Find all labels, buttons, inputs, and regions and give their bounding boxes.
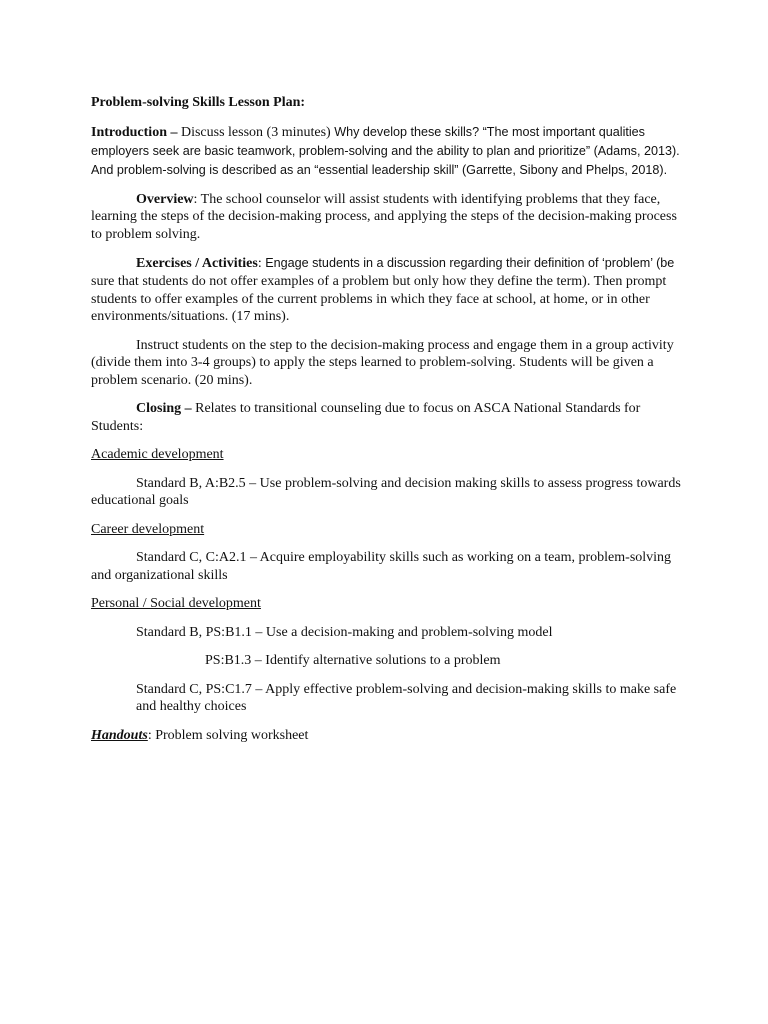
- handouts-label: Handouts: [91, 727, 148, 743]
- personal-standard-b: Standard B, PS:B1.1 – Use a decision-making and problem-solving model: [136, 624, 553, 640]
- exercises-paragraph: [91, 254, 681, 326]
- instruct-paragraph: Instruct students on the step to the decision-making process and engage them in a group activity (divide them into 3-4 groups) to apply the steps learned to problem-solving. Students will be given a problem scenario. (20 mins).: [91, 337, 674, 388]
- handouts-text: : Problem solving worksheet: [147, 727, 309, 743]
- academic-standard: Standard B, A:B2.5 – Use problem-solving and decision making skills to assess progress towards educational goals: [91, 475, 681, 508]
- handouts-paragraph: [91, 727, 681, 745]
- closing-text: Relates to transitional counseling due to focus on ASCA National Standards for Students:: [91, 401, 641, 434]
- personal-standard-b2: PS:B1.3 – Identify alternative solutions to a problem: [205, 653, 501, 668]
- exercises-label: Exercises / Activities: [136, 256, 258, 271]
- closing-label: Closing –: [136, 401, 192, 416]
- career-heading: Career development: [91, 521, 205, 537]
- academic-heading: Academic development: [91, 447, 224, 462]
- exercises-sans-text: Engage students in a discussion regarding their definition of ‘problem’ (be: [265, 256, 675, 270]
- career-standard: Standard C, C:A2.1 – Acquire employability skills such as working on a team, problem-solving and organizational skills: [91, 550, 672, 583]
- introduction-sans-text: Why develop these skills? “The most important qualities employers seek are basic teamwork, problem-solving and the ability to plan and prioritize” (Adams, 2013). And problem-solving is described as an “essential leadership skill” (Garrette, Sibony and Phelps, 2018).: [91, 124, 680, 177]
- overview-text: : The school counselor will assist students with identifying problems that they face, learning the steps of the decision-making process, and applying the steps of the decision-making process to problem solving.: [91, 191, 677, 242]
- overview-label: Overview: [136, 191, 194, 207]
- exercises-text: sure that students do not offer examples of a problem but only how they define the term). Then prompt students to offer examples of the current problems in which they face at school, at home, or in other environments/situations. (17 mins).: [91, 274, 667, 324]
- personal-heading: Personal / Social development: [91, 596, 261, 611]
- introduction-paragraph: [91, 123, 681, 180]
- personal-standard-c: Standard C, PS:C1.7 – Apply effective problem-solving and decision-making skills to make safe and healthy choices: [136, 681, 677, 714]
- introduction-label: Introduction –: [91, 124, 178, 140]
- overview-paragraph: [91, 191, 681, 244]
- exercises-colon: :: [257, 256, 266, 271]
- introduction-serif-text: Discuss lesson (3 minutes): [177, 124, 335, 140]
- closing-paragraph: [91, 400, 681, 435]
- document-body: [91, 94, 681, 755]
- document-title: Problem-solving Skills Lesson Plan:: [91, 95, 306, 110]
